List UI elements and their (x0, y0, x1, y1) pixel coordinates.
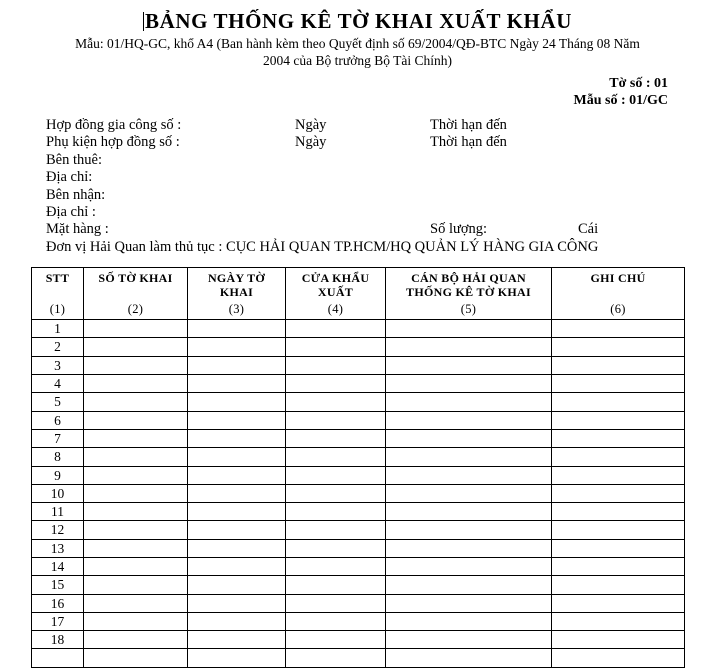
cell-export-gate[interactable] (286, 356, 386, 374)
column-header-notes-number: (6) (610, 302, 626, 317)
cell-customs-officer[interactable] (386, 356, 552, 374)
table-row (32, 448, 685, 466)
cell-stt[interactable]: 10 (32, 484, 84, 502)
table-row (32, 503, 685, 521)
cell-declaration-date[interactable] (188, 557, 286, 575)
text-cursor-caret (143, 12, 144, 31)
column-header-stt (32, 268, 84, 320)
table-row (32, 539, 685, 557)
cell-export-gate[interactable] (286, 375, 386, 393)
sheet-number-block (0, 75, 715, 109)
cell-stt[interactable]: 5 (32, 393, 84, 411)
cell-stt[interactable]: 8 (32, 448, 84, 466)
cell-customs-officer[interactable] (386, 631, 552, 649)
column-header-export-gate (286, 268, 386, 320)
cell-customs-officer[interactable] (386, 594, 552, 612)
cell-declaration-date[interactable] (188, 649, 286, 667)
table-row (32, 411, 685, 429)
annex-number-label: Phụ kiện hợp đồng số : (46, 134, 180, 151)
cell-declaration-number[interactable] (84, 576, 188, 594)
cell-declaration-date[interactable] (188, 539, 286, 557)
cell-declaration-number[interactable] (84, 320, 188, 338)
cell-customs-officer[interactable] (386, 576, 552, 594)
cell-stt[interactable] (32, 649, 84, 667)
cell-declaration-number[interactable] (84, 448, 188, 466)
cell-export-gate[interactable] (286, 429, 386, 447)
form-fields (0, 117, 715, 256)
table-row (32, 521, 685, 539)
cell-export-gate[interactable] (286, 503, 386, 521)
table-row (32, 429, 685, 447)
customs-office-label: Đơn vị Hải Quan làm thủ tục : CỤC HẢI QUAN TP.HCM/HQ QUẢN LÝ HÀNG GIA CÔNG (46, 238, 599, 255)
lessee-label: Bên thuê: (46, 151, 102, 168)
document-subtitle (38, 35, 677, 69)
column-header-declaration-number (84, 268, 188, 320)
column-header-customs-officer-number: (5) (460, 302, 477, 317)
cell-notes[interactable] (552, 521, 685, 539)
cell-declaration-date[interactable] (188, 375, 286, 393)
column-header-export-gate-line1: CỬA KHẨU (301, 271, 370, 286)
table-row (32, 576, 685, 594)
cell-export-gate[interactable] (286, 320, 386, 338)
cell-notes[interactable] (552, 356, 685, 374)
form-row-customs-office (46, 239, 715, 256)
form-row-lessee (46, 152, 715, 169)
cell-stt[interactable]: 11 (32, 503, 84, 521)
table-row (32, 484, 685, 502)
cell-export-gate[interactable] (286, 612, 386, 630)
form-row-receiver (46, 187, 715, 204)
cell-export-gate[interactable] (286, 448, 386, 466)
column-header-declaration-number-line1: SỐ TỜ KHAI (98, 271, 173, 286)
cell-declaration-number[interactable] (84, 649, 188, 667)
cell-declaration-date[interactable] (188, 338, 286, 356)
cell-stt[interactable]: 2 (32, 338, 84, 356)
cell-stt[interactable]: 9 (32, 466, 84, 484)
cell-declaration-number[interactable] (84, 631, 188, 649)
form-row-lessee-address (46, 169, 715, 186)
column-header-notes-line1: GHI CHÚ (590, 271, 646, 286)
cell-notes[interactable] (552, 320, 685, 338)
cell-notes[interactable] (552, 411, 685, 429)
cell-customs-officer[interactable] (386, 649, 552, 667)
table-row (32, 466, 685, 484)
cell-declaration-date[interactable] (188, 612, 286, 630)
cell-declaration-number[interactable] (84, 484, 188, 502)
document-subtitle-line-2: 2004 của Bộ trưởng Bộ Tài Chính) (263, 53, 452, 68)
receiver-label: Bên nhận: (46, 186, 106, 203)
cell-customs-officer[interactable] (386, 466, 552, 484)
contract-expiry-label: Thời hạn đến (430, 117, 507, 133)
cell-declaration-date[interactable] (188, 521, 286, 539)
cell-declaration-date[interactable] (188, 631, 286, 649)
table-row (32, 631, 685, 649)
cell-notes[interactable] (552, 557, 685, 575)
goods-label: Mặt hàng : (46, 221, 109, 238)
table-row (32, 649, 685, 667)
cell-declaration-date[interactable] (188, 411, 286, 429)
cell-customs-officer[interactable] (386, 448, 552, 466)
cell-export-gate[interactable] (286, 631, 386, 649)
cell-declaration-number[interactable] (84, 356, 188, 374)
annex-expiry-label: Thời hạn đến (430, 134, 507, 151)
cell-declaration-date[interactable] (188, 448, 286, 466)
cell-customs-officer[interactable] (386, 338, 552, 356)
cell-export-gate[interactable] (286, 411, 386, 429)
column-header-export-gate-number: (4) (327, 302, 344, 317)
cell-export-gate[interactable] (286, 521, 386, 539)
cell-notes[interactable] (552, 631, 685, 649)
cell-customs-officer[interactable] (386, 375, 552, 393)
cell-export-gate[interactable] (286, 338, 386, 356)
cell-export-gate[interactable] (286, 594, 386, 612)
cell-notes[interactable] (552, 429, 685, 447)
cell-declaration-number[interactable] (84, 594, 188, 612)
cell-export-gate[interactable] (286, 484, 386, 502)
column-header-stt-number: (1) (49, 302, 66, 317)
cell-stt[interactable]: 16 (32, 594, 84, 612)
form-row-annex (46, 134, 715, 151)
cell-declaration-number[interactable] (84, 411, 188, 429)
cell-notes[interactable] (552, 466, 685, 484)
cell-stt[interactable]: 6 (32, 411, 84, 429)
form-number: Mẫu số : 01/GC (573, 93, 668, 108)
cell-notes[interactable] (552, 375, 685, 393)
cell-declaration-date[interactable] (188, 356, 286, 374)
cell-declaration-number[interactable] (84, 338, 188, 356)
declaration-table-container (0, 267, 715, 668)
table-row (32, 557, 685, 575)
cell-declaration-number[interactable] (84, 521, 188, 539)
cell-customs-officer[interactable] (386, 484, 552, 502)
cell-export-gate[interactable] (286, 539, 386, 557)
lessee-address-label: Địa chỉ: (46, 169, 93, 186)
cell-declaration-number[interactable] (84, 503, 188, 521)
cell-stt[interactable]: 17 (32, 612, 84, 630)
cell-customs-officer[interactable] (386, 612, 552, 630)
document-subtitle-line-1: Mẫu: 01/HQ-GC, khổ A4 (Ban hành kèm theo Quyết định số 69/2004/QĐ-BTC Ngày 24 Tháng 08 Năm (75, 36, 640, 51)
cell-stt[interactable]: 1 (32, 320, 84, 338)
cell-declaration-number[interactable] (84, 375, 188, 393)
cell-customs-officer[interactable] (386, 503, 552, 521)
cell-notes[interactable] (552, 338, 685, 356)
annex-date-label: Ngày (295, 134, 327, 151)
cell-stt[interactable]: 13 (32, 539, 84, 557)
cell-declaration-date[interactable] (188, 320, 286, 338)
form-row-receiver-address (46, 204, 715, 221)
cell-declaration-date[interactable] (188, 466, 286, 484)
table-row (32, 393, 685, 411)
table-row (32, 356, 685, 374)
cell-notes[interactable] (552, 576, 685, 594)
declaration-statistics-table (31, 267, 685, 668)
receiver-address-label: Địa chỉ : (46, 203, 96, 220)
cell-customs-officer[interactable] (386, 539, 552, 557)
table-row (32, 594, 685, 612)
cell-export-gate[interactable] (286, 393, 386, 411)
cell-declaration-date[interactable] (188, 594, 286, 612)
cell-notes[interactable] (552, 594, 685, 612)
cell-stt[interactable]: 7 (32, 429, 84, 447)
cell-stt[interactable]: 3 (32, 356, 84, 374)
column-header-export-gate-line2: XUẤT (317, 285, 354, 300)
column-header-declaration-date-line2: KHAI (219, 285, 254, 300)
cell-declaration-number[interactable] (84, 429, 188, 447)
cell-customs-officer[interactable] (386, 411, 552, 429)
cell-notes[interactable] (552, 503, 685, 521)
cell-customs-officer[interactable] (386, 429, 552, 447)
table-row (32, 375, 685, 393)
cell-customs-officer[interactable] (386, 393, 552, 411)
column-header-declaration-number-number: (2) (127, 302, 144, 317)
table-row (32, 338, 685, 356)
cell-declaration-number[interactable] (84, 466, 188, 484)
column-header-stt-line1: STT (45, 271, 70, 286)
column-header-declaration-date (188, 268, 286, 320)
table-row (32, 612, 685, 630)
cell-stt[interactable]: 12 (32, 521, 84, 539)
cell-declaration-number[interactable] (84, 557, 188, 575)
cell-notes[interactable] (552, 393, 685, 411)
cell-stt[interactable]: 15 (32, 576, 84, 594)
cell-declaration-number[interactable] (84, 612, 188, 630)
page-title-text: BẢNG THỐNG KÊ TỜ KHAI XUẤT KHẨU (144, 9, 572, 33)
column-header-declaration-date-number: (3) (228, 302, 245, 317)
cell-declaration-date[interactable] (188, 503, 286, 521)
column-header-declaration-date-line1: NGÀY TỜ (207, 271, 266, 286)
column-header-customs-officer (386, 268, 552, 320)
cell-notes[interactable] (552, 448, 685, 466)
cell-declaration-date[interactable] (188, 429, 286, 447)
cell-declaration-date[interactable] (188, 576, 286, 594)
cell-notes[interactable] (552, 649, 685, 667)
cell-stt[interactable]: 4 (32, 375, 84, 393)
cell-customs-officer[interactable] (386, 320, 552, 338)
unit-label: Cái (578, 221, 599, 238)
cell-stt[interactable]: 14 (32, 557, 84, 575)
table-row (32, 320, 685, 338)
cell-declaration-date[interactable] (188, 393, 286, 411)
table-header-row (32, 268, 685, 320)
cell-export-gate[interactable] (286, 576, 386, 594)
table-body (32, 320, 685, 668)
column-header-customs-officer-line1: CÁN BỘ HẢI QUAN (411, 271, 526, 286)
cell-declaration-date[interactable] (188, 484, 286, 502)
form-row-goods (46, 221, 715, 238)
cell-stt[interactable]: 18 (32, 631, 84, 649)
sheet-number: Tờ số : 01 (609, 76, 668, 91)
cell-export-gate[interactable] (286, 466, 386, 484)
page-title (0, 9, 715, 33)
cell-declaration-number[interactable] (84, 539, 188, 557)
contract-date-label: Ngày (295, 117, 327, 133)
cell-customs-officer[interactable] (386, 557, 552, 575)
cell-export-gate[interactable] (286, 649, 386, 667)
cell-customs-officer[interactable] (386, 521, 552, 539)
quantity-label: Số lượng: (430, 221, 488, 238)
cell-declaration-number[interactable] (84, 393, 188, 411)
column-header-notes (552, 268, 685, 320)
column-header-customs-officer-line2: THỐNG KÊ TỜ KHAI (406, 285, 531, 300)
cell-notes[interactable] (552, 484, 685, 502)
cell-export-gate[interactable] (286, 557, 386, 575)
form-row-contract (46, 117, 715, 134)
contract-number-label: Hợp đồng gia công số : (46, 117, 182, 133)
cell-notes[interactable] (552, 539, 685, 557)
cell-notes[interactable] (552, 612, 685, 630)
